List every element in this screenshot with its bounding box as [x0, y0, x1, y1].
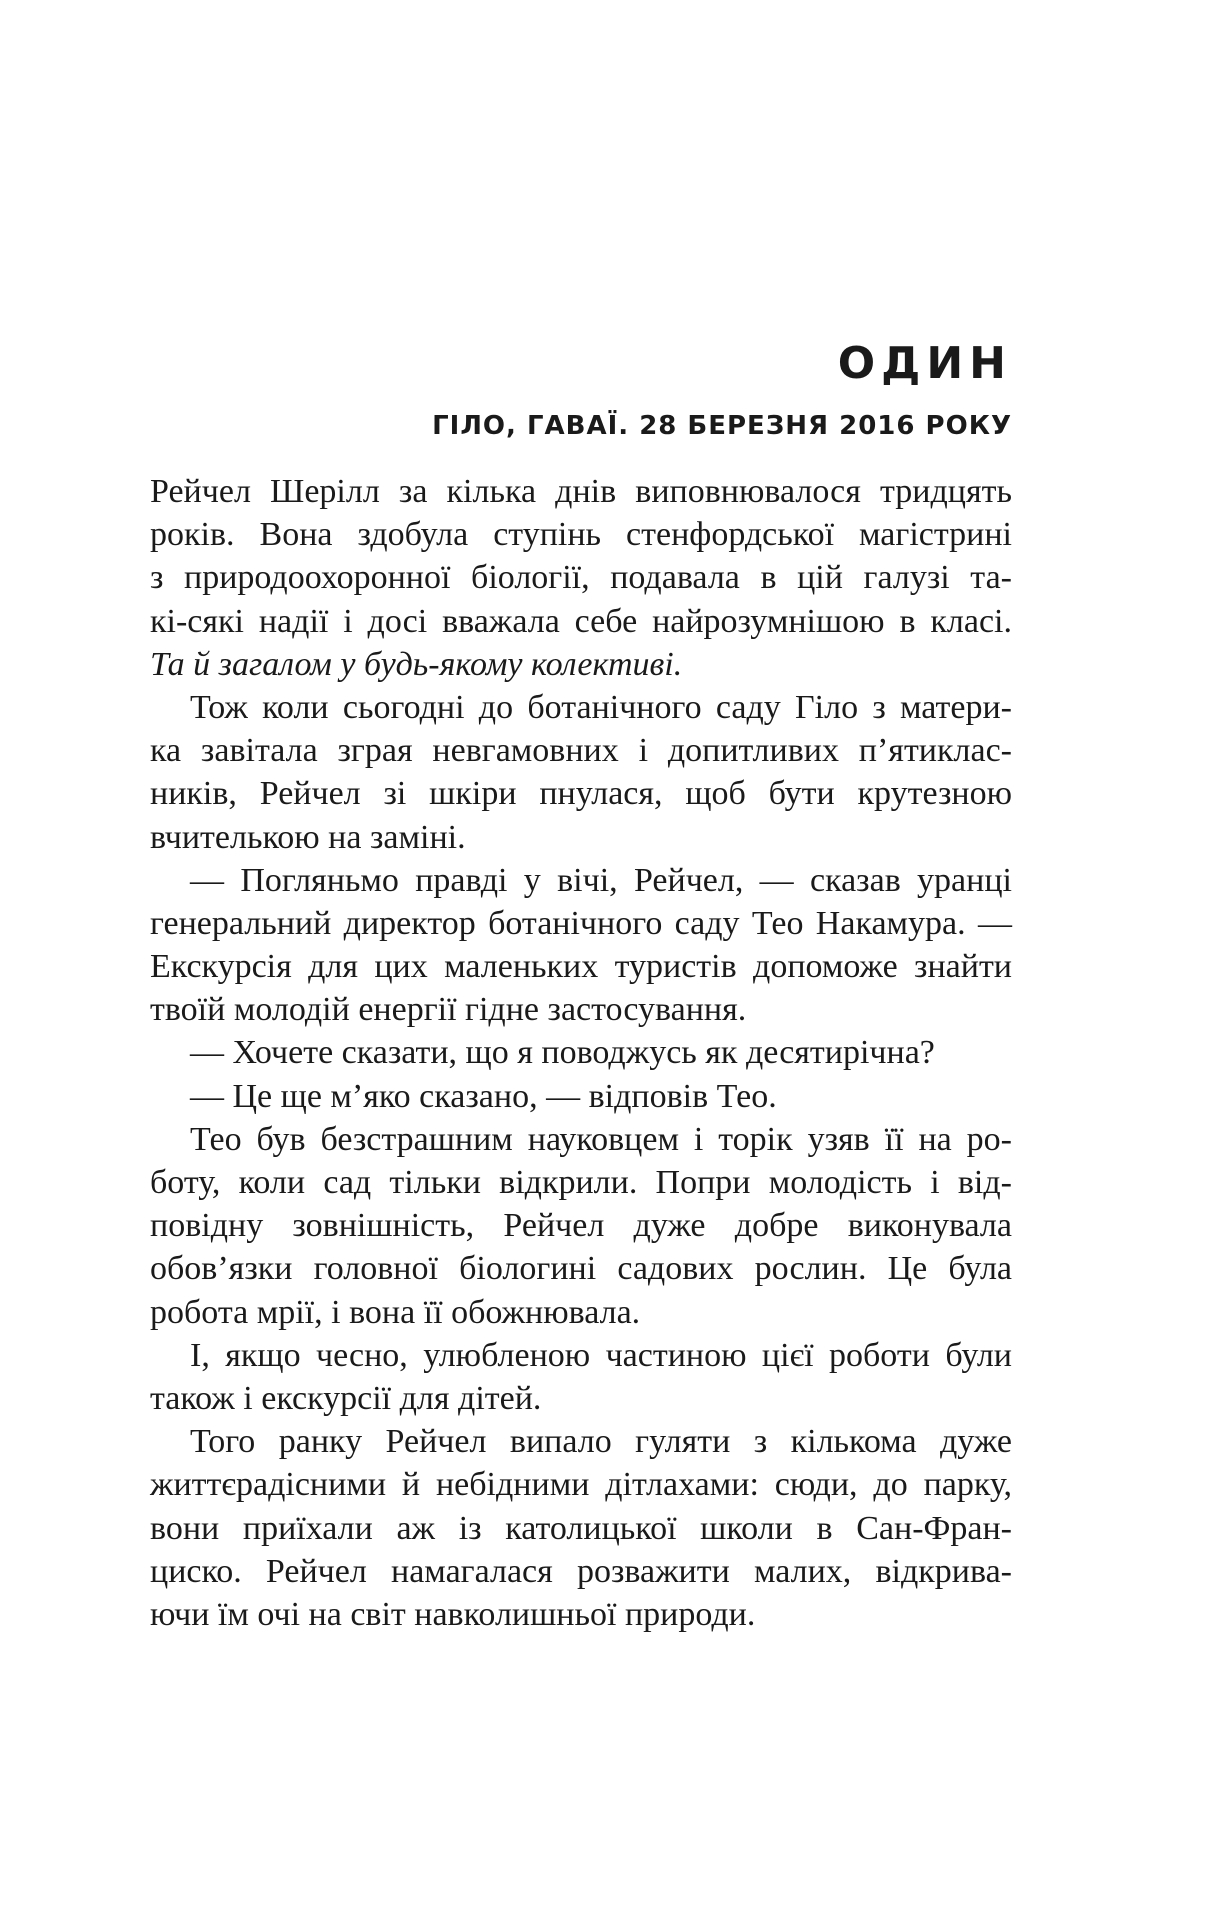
chapter-title: ОДИН	[837, 338, 1012, 389]
text-line: обов’язки головної біологині садових рослин. Це була	[150, 1250, 1012, 1288]
text-line: боту, коли сад тільки відкрили. Попри молодість і від-	[150, 1164, 1012, 1201]
text-line: з природоохоронної біології, подавала в цій галузі та-	[150, 559, 1012, 597]
text-line: ників, Рейчел зі шкіри пнулася, щоб бути крутезною	[150, 775, 1012, 813]
text-line: робота мрії, і вона її обожнювала.	[150, 1293, 641, 1331]
text-line: років. Вона здобула ступінь стенфордської магістрині	[150, 516, 1012, 554]
text-line: Та й загалом у будь-якому колективі.	[150, 645, 683, 683]
text-line: І, якщо чесно, улюбленою частиною цієї роботи були	[190, 1336, 1012, 1374]
text-line: циско. Рейчел намагалася розважити малих, відкрива-	[150, 1552, 1012, 1590]
text-line: кі-сякі надії і досі вважала себе найрозумнішою в класі.	[150, 602, 1012, 640]
text-line: також і екскурсії для дітей.	[150, 1379, 542, 1417]
text-line: Тож коли сьогодні до ботанічного саду Гіло з матери-	[190, 688, 1012, 726]
text-line: життєрадісними й небідними дітлахами: сюди, до парку,	[150, 1466, 1012, 1504]
body-text	[150, 470, 1012, 1636]
text-line: Екскурсія для цих маленьких туристів допоможе знайти	[150, 948, 1012, 986]
text-line: твоїй молодій енергії гідне застосування.	[150, 991, 747, 1029]
text-line: вчителькою на заміні.	[150, 818, 466, 856]
text-line: — Це ще м’яко сказано, — відповів Тео.	[190, 1077, 777, 1115]
chapter-subtitle: ГІЛО, ГАВАЇ. 28 БЕРЕЗНЯ 2016 РОКУ	[432, 411, 1012, 441]
text-line: повідну зовнішність, Рейчел дуже добре виконувала	[150, 1207, 1012, 1245]
text-line: ючи їм очі на світ навколишньої природи.	[150, 1595, 756, 1633]
text-line: — Погляньмо правді у вічі, Рейчел, — сказав уранці	[190, 861, 1012, 899]
text-line: ка завітала зграя невгамовних і допитливих п’ятиклас-	[150, 732, 1012, 770]
text-line: Рейчел Шерілл за кілька днів виповнювалося тридцять	[150, 473, 1012, 510]
text-line: — Хочете сказати, що я поводжусь як десятирічна?	[190, 1034, 935, 1072]
text-line: Того ранку Рейчел випало гуляти з кількома дуже	[190, 1423, 1012, 1461]
text-line: генеральний директор ботанічного саду Тео Накамура. —	[150, 904, 1012, 942]
text-line: вони приїхали аж із католицької школи в Сан-Фран-	[150, 1509, 1012, 1547]
text-line: Тео був безстрашним науковцем і торік узяв її на ро-	[190, 1120, 1012, 1158]
